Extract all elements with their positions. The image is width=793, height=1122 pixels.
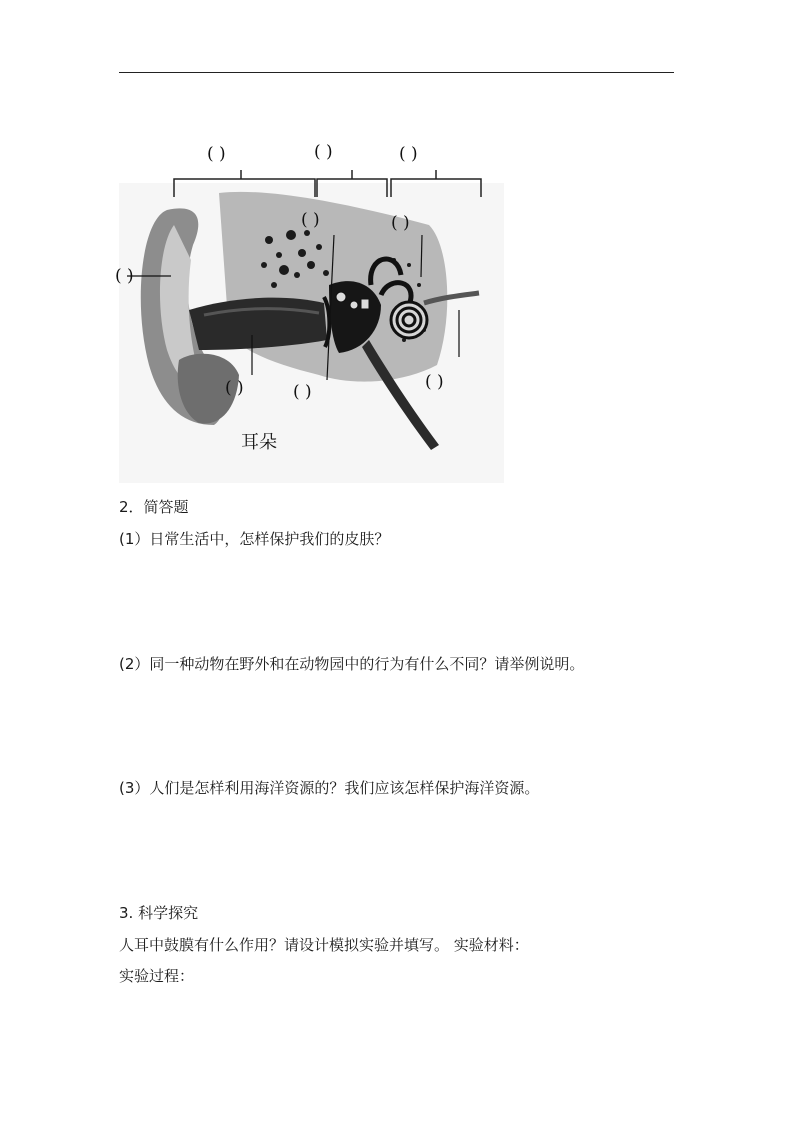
q3-process-label: 实验过程： — [119, 967, 195, 985]
blank-semicircular-canals: ( ) — [391, 213, 410, 233]
blank-cochlea-nerve: ( ) — [425, 372, 444, 392]
q3-heading: 3. 科学探究 — [119, 904, 199, 922]
top-blank-outer-ear: ( ) — [207, 144, 226, 164]
blank-pinna: ( ) — [115, 266, 134, 286]
top-blank-inner-ear: ( ) — [399, 144, 418, 164]
q3-prompt: 人耳中鼓膜有什么作用？请设计模拟实验并填写。 实验材料： — [119, 936, 529, 954]
blank-ear-canal: ( ) — [225, 378, 244, 398]
top-blank-middle-ear: ( ) — [314, 142, 333, 162]
q2-item-3: (3）人们是怎样利用海洋资源的？我们应该怎样保护海洋资源。 — [119, 779, 540, 797]
blank-ossicles: ( ) — [301, 210, 320, 230]
blank-eardrum: ( ) — [293, 382, 312, 402]
q2-item-2: (2）同一种动物在野外和在动物园中的行为有什么不同？请举例说明。 — [119, 655, 585, 673]
q2-heading: 2．简答题 — [119, 498, 189, 516]
figure-caption: 耳朵 — [241, 432, 277, 453]
header-rule — [119, 72, 674, 73]
ear-diagram — [115, 135, 509, 483]
q2-item-1: (1）日常生活中，怎样保护我们的皮肤？ — [119, 530, 390, 548]
